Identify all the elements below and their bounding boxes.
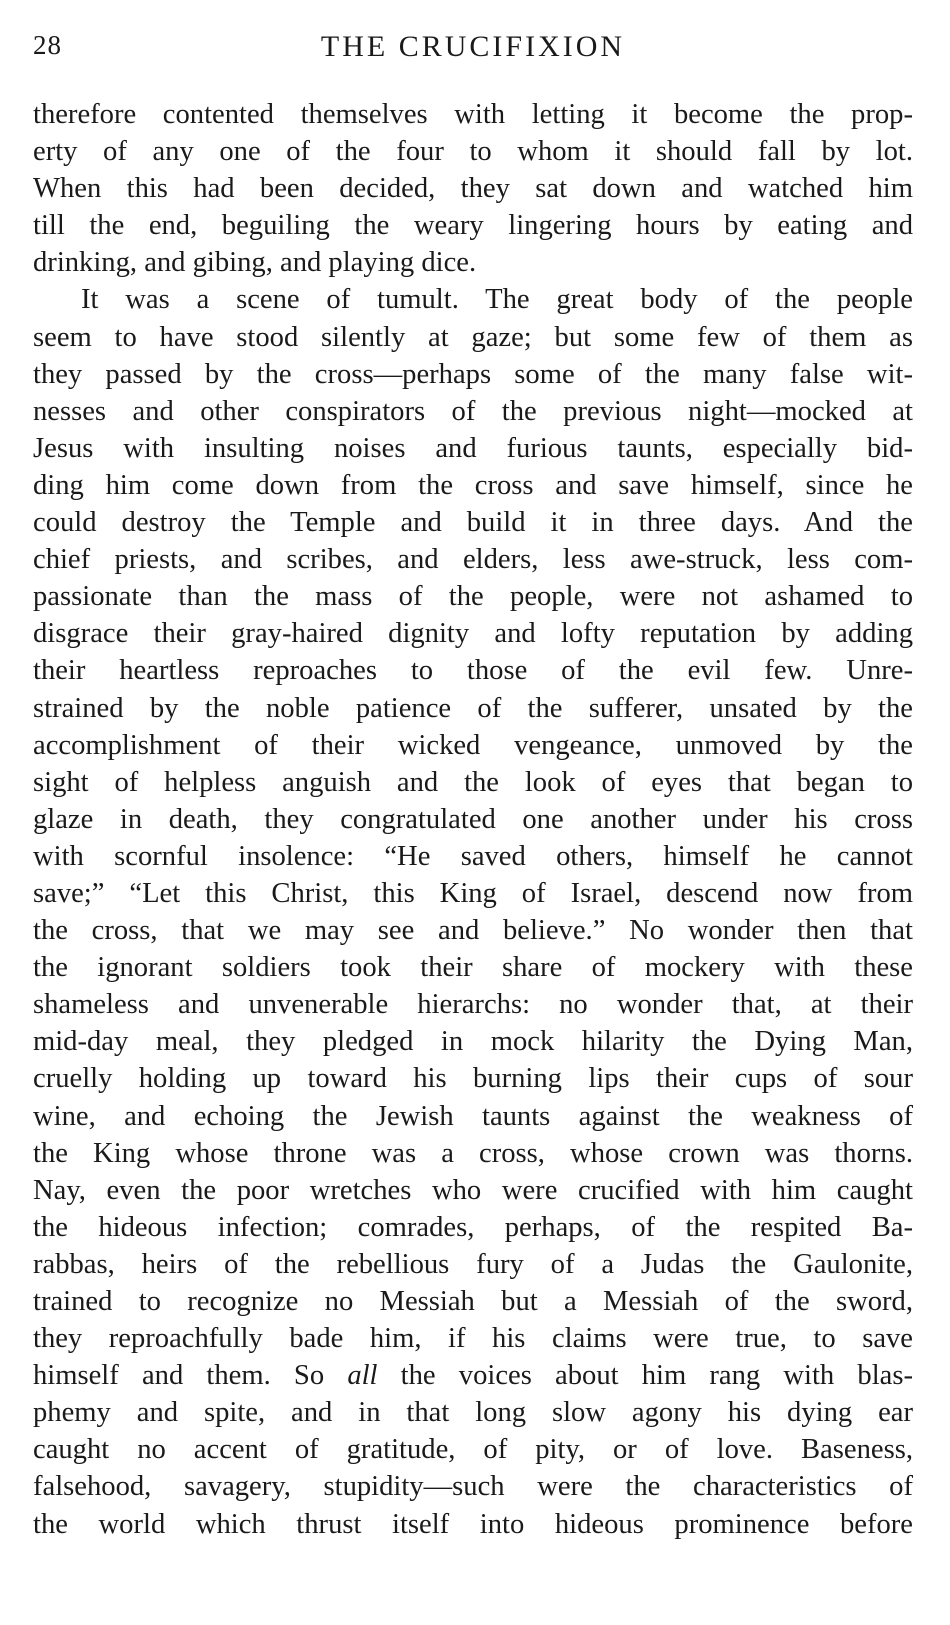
text-line: the ignorant soldiers took their share of mockery with these: [33, 952, 913, 984]
text-line: cruelly holding up toward his burning lips their cups of sour: [33, 1063, 913, 1095]
text-line: the world which thrust itself into hideous prominence before: [33, 1508, 913, 1540]
text-line: When this had been decided, they sat down and watched him: [33, 173, 913, 205]
text-line: shameless and unvenerable hierarchs: no wonder that, at their: [33, 989, 913, 1021]
text-line: seem to have stood silently at gaze; but some few of them as: [33, 321, 913, 353]
text-line: rabbas, heirs of the rebellious fury of a Judas the Gaulonite,: [33, 1248, 913, 1280]
body-text: [33, 96, 913, 1543]
paragraph-first-line: It was a scene of tumult. The great body of the people: [81, 284, 913, 316]
text-line: caught no accent of gratitude, of pity, or of love. Baseness,: [33, 1434, 913, 1466]
text-line: the cross, that we may see and believe.” No wonder then that: [33, 915, 913, 947]
text-line: chief priests, and scribes, and elders, less awe-struck, less com-: [33, 544, 913, 576]
text-line: the King whose throne was a cross, whose crown was thorns.: [33, 1137, 913, 1169]
text-line: save;” “Let this Christ, this King of Israel, descend now from: [33, 877, 913, 909]
text-line: therefore contented themselves with letting it become the prop-: [33, 99, 913, 130]
text-line: disgrace their gray-haired dignity and lofty reputation by adding: [33, 618, 913, 650]
text-line: accomplishment of their wicked vengeance, unmoved by the: [33, 729, 913, 761]
text-line: with scornful insolence: “He saved others, himself he cannot: [33, 840, 913, 872]
text-line: passionate than the mass of the people, were not ashamed to: [33, 581, 913, 613]
text-line: strained by the noble patience of the sufferer, unsated by the: [33, 692, 913, 724]
page-number: 28: [33, 30, 62, 60]
italic-word: all: [347, 1360, 378, 1392]
text-line: mid-day meal, they pledged in mock hilarity the Dying Man,: [33, 1026, 913, 1058]
text-line: Nay, even the poor wretches who were crucified with him caught: [33, 1174, 913, 1206]
text-line: erty of any one of the four to whom it should fall by lot.: [33, 136, 913, 168]
page-header: [33, 30, 913, 70]
text-line: they passed by the cross—perhaps some of the many false wit-: [33, 358, 913, 390]
running-title: THE CRUCIFIXION: [320, 30, 626, 63]
text-line: could destroy the Temple and build it in three days. And the: [33, 507, 913, 539]
text-line: till the end, beguiling the weary lingering hours by eating and: [33, 210, 913, 242]
line-text-before: himself and them. So: [33, 1360, 348, 1392]
text-line: phemy and spite, and in that long slow agony his dying ear: [33, 1397, 913, 1429]
text-line: ding him come down from the cross and save himself, since he: [33, 469, 913, 501]
text-line: trained to recognize no Messiah but a Messiah of the sword,: [33, 1286, 913, 1317]
text-line: Jesus with insulting noises and furious taunts, especially bid-: [33, 432, 913, 464]
text-line: nesses and other conspirators of the previous night—mocked at: [33, 395, 913, 427]
text-line: wine, and echoing the Jewish taunts against the weakness of: [33, 1100, 913, 1132]
text-line-with-italic: [33, 1357, 913, 1394]
text-line: drinking, and gibing, and playing dice.: [33, 247, 477, 279]
text-line: sight of helpless anguish and the look of eyes that began to: [33, 766, 913, 798]
text-line: their heartless reproaches to those of the evil few. Unre-: [33, 655, 913, 687]
text-line: falsehood, savagery, stupidity—such were the characteristics of: [33, 1471, 913, 1503]
text-line: the hideous infection; comrades, perhaps, of the respited Ba-: [33, 1211, 913, 1243]
text-line: they reproachfully bade him, if his claims were true, to save: [33, 1323, 913, 1355]
line-text-after: the voices about him rang with blas-: [377, 1360, 913, 1392]
text-line: glaze in death, they congratulated one another under his cross: [33, 803, 913, 835]
